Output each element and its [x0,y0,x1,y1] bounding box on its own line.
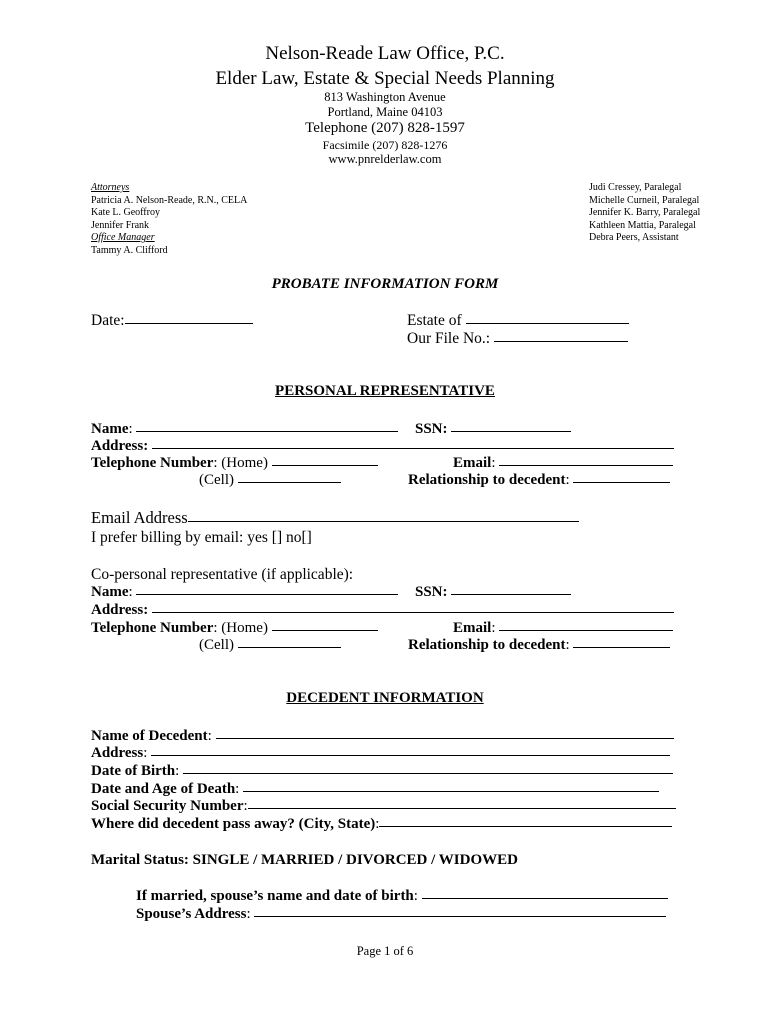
decedent-place-line[interactable] [379,825,672,827]
estate-label: Estate of [407,312,462,329]
staff-member: Judi Cressey, Paralegal [589,182,682,193]
spouse-address-line[interactable] [254,915,666,917]
pr-ssn-field[interactable] [415,420,571,438]
pr-cell-label: (Cell) [199,472,234,488]
date-label: Date: [91,312,125,329]
billing-options[interactable]: yes [] no[] [247,529,312,546]
co-home-line[interactable] [272,629,378,631]
co-home-phone-field[interactable]: Telephone Number: (Home) [91,619,378,637]
co-email-field[interactable]: Email: [453,619,673,637]
estate-field[interactable] [407,312,629,330]
pr-address-label: Address: [91,438,149,454]
co-ssn-line[interactable] [451,593,571,595]
staff-member: Jennifer K. Barry, Paralegal [589,207,701,218]
co-relationship-label: Relationship to decedent [408,637,566,653]
form-title: PROBATE INFORMATION FORM [271,276,499,292]
spouse-address-label: Spouse’s Address [136,906,247,922]
office-manager-heading: Office Manager [91,232,155,243]
pr-relationship-field[interactable]: Relationship to decedent: [408,471,670,489]
pr-email-label: Email [453,455,492,471]
spouse-name-label: If married, spouse’s name and date of birth [136,888,414,904]
pr-name-line[interactable] [136,430,398,432]
decedent-address-label: Address [91,745,144,761]
pr-ssn-line[interactable] [451,430,571,432]
spouse-address-field[interactable]: Spouse’s Address: [136,905,666,923]
spouse-name-field[interactable]: If married, spouse’s name and date of birth: [136,887,668,905]
firm-tagline: Elder Law, Estate & Special Needs Planning [215,68,555,89]
decedent-heading: DECEDENT INFORMATION [286,690,484,706]
date-line[interactable] [125,322,253,324]
date-field[interactable] [91,312,253,330]
firm-telephone: Telephone (207) 828-1597 [305,120,465,136]
co-address-label: Address: [91,602,149,618]
pr-address-line[interactable] [152,447,674,449]
firm-city: Portland, Maine 04103 [327,105,443,119]
spouse-name-line[interactable] [422,897,668,899]
firm-website[interactable]: www.pnrelderlaw.com [328,152,442,166]
decedent-ssn-line[interactable] [248,807,676,809]
pr-name-label: Name [91,421,129,437]
pr-home-label: (Home) [221,455,268,471]
pr-home-line[interactable] [272,464,378,466]
staff-member: Kathleen Mattia, Paralegal [589,219,696,231]
staff-member: Michelle Curneil, Paralegal [589,194,700,206]
attorney-name: Patricia A. Nelson-Reade, R.N., CELA [91,194,248,206]
co-home-label: (Home) [221,620,268,636]
page-number: Page 1 of 6 [356,944,414,958]
decedent-name-line[interactable] [216,737,674,739]
pr-address-field[interactable] [91,437,674,455]
pr-cell-phone-field[interactable] [199,471,341,489]
co-cell-label: (Cell) [199,637,234,653]
co-ssn-label: SSN: [415,584,448,600]
decedent-dob-field[interactable]: Date of Birth: [91,762,673,780]
firm-name: Nelson-Reade Law Office, P.C. [265,43,505,64]
office-manager-name: Tammy A. Clifford [91,244,168,256]
billing-label: I prefer billing by email: [91,529,244,546]
staff-right [589,182,700,245]
marital-status[interactable]: Marital Status: SINGLE / MARRIED / DIVORCED / WIDOWED [91,852,518,868]
co-email-label: Email [453,620,492,636]
estate-line[interactable] [466,322,629,324]
decedent-death-label: Date and Age of Death [91,781,236,797]
pr-name-field[interactable]: Name: [91,420,398,438]
co-email-line[interactable] [499,629,673,631]
co-name-field[interactable]: Name: [91,583,398,601]
staff-member: Debra Peers, Assistant [589,232,679,243]
pr-home-phone-field[interactable]: Telephone Number: (Home) [91,454,378,472]
decedent-death-line[interactable] [243,790,659,792]
decedent-death-field[interactable]: Date and Age of Death: [91,780,659,798]
co-address-field[interactable] [91,601,674,619]
pr-cell-line[interactable] [238,481,341,483]
decedent-place-label: Where did decedent pass away? (City, State) [91,816,376,832]
pr-email-field[interactable]: Email: [453,454,673,472]
personal-rep-heading: PERSONAL REPRESENTATIVE [275,383,495,399]
attorney-name: Jennifer Frank [91,219,150,231]
co-telephone-label: Telephone Number [91,620,214,636]
co-cell-phone-field[interactable] [199,636,341,654]
pr-email-address-label: Email Address [91,508,188,527]
decedent-ssn-label: Social Security Number [91,798,244,814]
pr-ssn-label: SSN: [415,421,448,437]
pr-email-address-field[interactable] [91,509,579,527]
file-number-line[interactable] [494,340,628,342]
co-rep-intro: Co-personal representative (if applicable): [91,566,354,583]
pr-email-line[interactable] [499,464,673,466]
firm-facsimile: Facsimile (207) 828-1276 [322,138,448,152]
decedent-place-field[interactable]: Where did decedent pass away? (City, State): [91,815,672,833]
co-address-line[interactable] [152,611,674,613]
decedent-address-field[interactable]: Address: [91,744,670,762]
pr-relationship-label: Relationship to decedent [408,472,566,488]
file-number-label: Our File No.: [407,330,491,347]
co-name-label: Name [91,584,129,600]
pr-telephone-label: Telephone Number [91,455,214,471]
file-number-field[interactable] [407,330,628,348]
firm-street: 813 Washington Avenue [324,90,446,104]
pr-email-address-line[interactable] [188,520,579,522]
attorneys-heading: Attorneys [91,182,130,193]
co-ssn-field[interactable] [415,583,571,601]
co-relationship-line[interactable] [573,646,670,648]
billing-preference [91,529,312,547]
decedent-dob-line[interactable] [183,772,673,774]
staff-left [91,182,247,257]
co-name-line[interactable] [136,593,398,595]
co-cell-line[interactable] [238,646,341,648]
decedent-ssn-field[interactable]: Social Security Number: [91,797,676,815]
pr-relationship-line[interactable] [573,481,670,483]
attorney-name: Kate L. Geoffroy [91,207,160,218]
co-relationship-field[interactable]: Relationship to decedent: [408,636,670,654]
decedent-dob-label: Date of Birth [91,763,176,779]
decedent-name-label: Name of Decedent [91,728,208,744]
decedent-name-field[interactable]: Name of Decedent: [91,727,674,745]
decedent-address-line[interactable] [151,754,670,756]
